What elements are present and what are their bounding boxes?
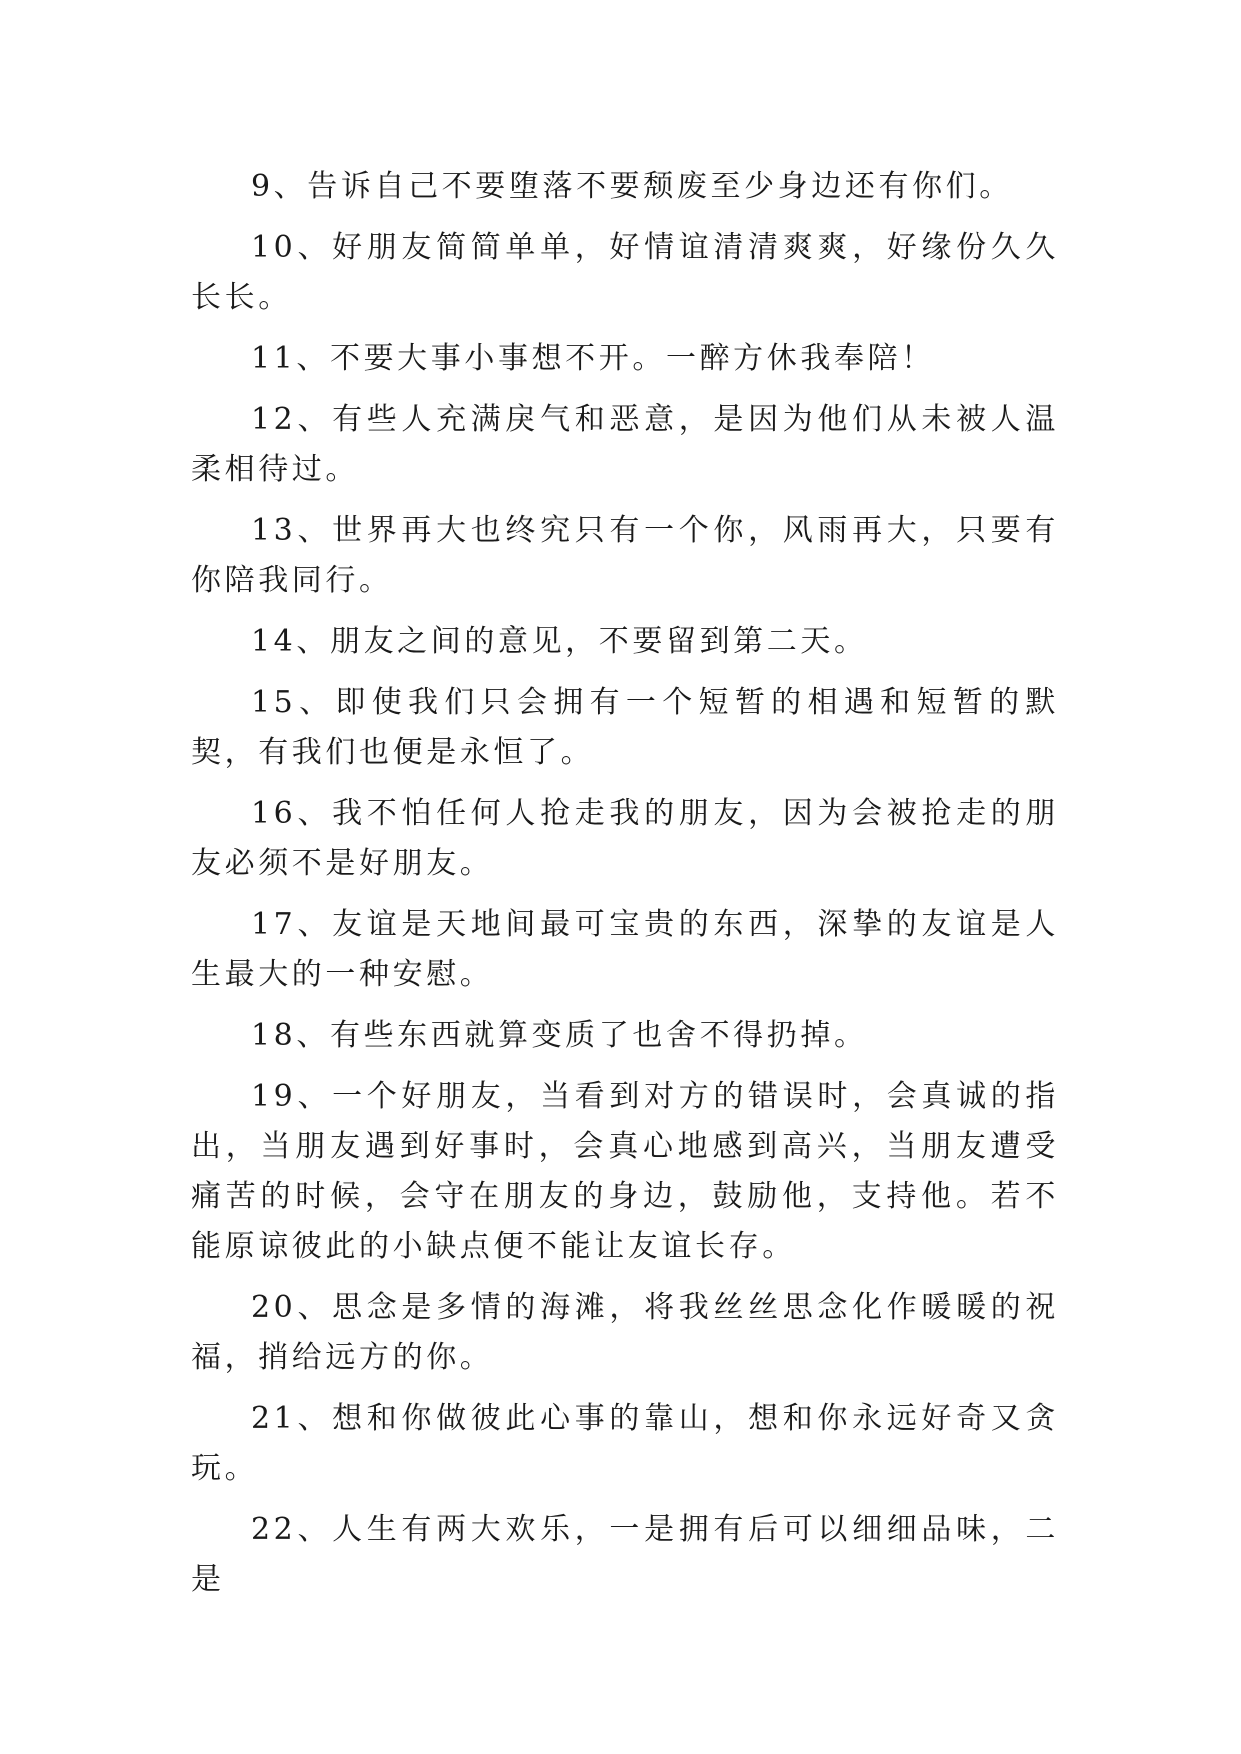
paragraph-22: 22、人生有两大欢乐，一是拥有后可以细细品味，二是 — [191, 1512, 1059, 1597]
paragraph-17: 17、友谊是天地间最可宝贵的东西，深挚的友谊是人生最大的一种安慰。 — [191, 907, 1059, 992]
paragraph-11: 11、不要大事小事想不开。一醉方休我奉陪！ — [251, 341, 935, 376]
document-body — [191, 162, 1059, 1616]
paragraph-14: 14、朋友之间的意见，不要留到第二天。 — [251, 624, 868, 659]
paragraph-13: 13、世界再大也终究只有一个你，风雨再大，只要有你陪我同行。 — [191, 513, 1059, 598]
paragraph-9: 9、告诉自己不要堕落不要颓废至少身边还有你们。 — [251, 169, 1013, 204]
paragraph-12: 12、有些人充满戾气和恶意，是因为他们从未被人温柔相待过。 — [191, 402, 1059, 487]
paragraph-16: 16、我不怕任何人抢走我的朋友，因为会被抢走的朋友必须不是好朋友。 — [191, 796, 1059, 881]
paragraph-20: 20、思念是多情的海滩，将我丝丝思念化作暖暖的祝福，捎给远方的你。 — [191, 1290, 1059, 1375]
paragraph-19: 19、一个好朋友，当看到对方的错误时，会真诚的指出，当朋友遇到好事时，会真心地感到高兴，当朋友遭受痛苦的时候，会守在朋友的身边，鼓励他，支持他。若不能原谅彼此的小缺点便不能让友谊长存。 — [191, 1079, 1059, 1264]
paragraph-10: 10、好朋友简简单单，好情谊清清爽爽，好缘份久久长长。 — [191, 230, 1059, 315]
paragraph-18: 18、有些东西就算变质了也舍不得扔掉。 — [251, 1018, 868, 1053]
paragraph-21: 21、想和你做彼此心事的靠山，想和你永远好奇又贪玩。 — [191, 1401, 1059, 1486]
paragraph-15: 15、即使我们只会拥有一个短暂的相遇和短暂的默契，有我们也便是永恒了。 — [191, 685, 1059, 770]
